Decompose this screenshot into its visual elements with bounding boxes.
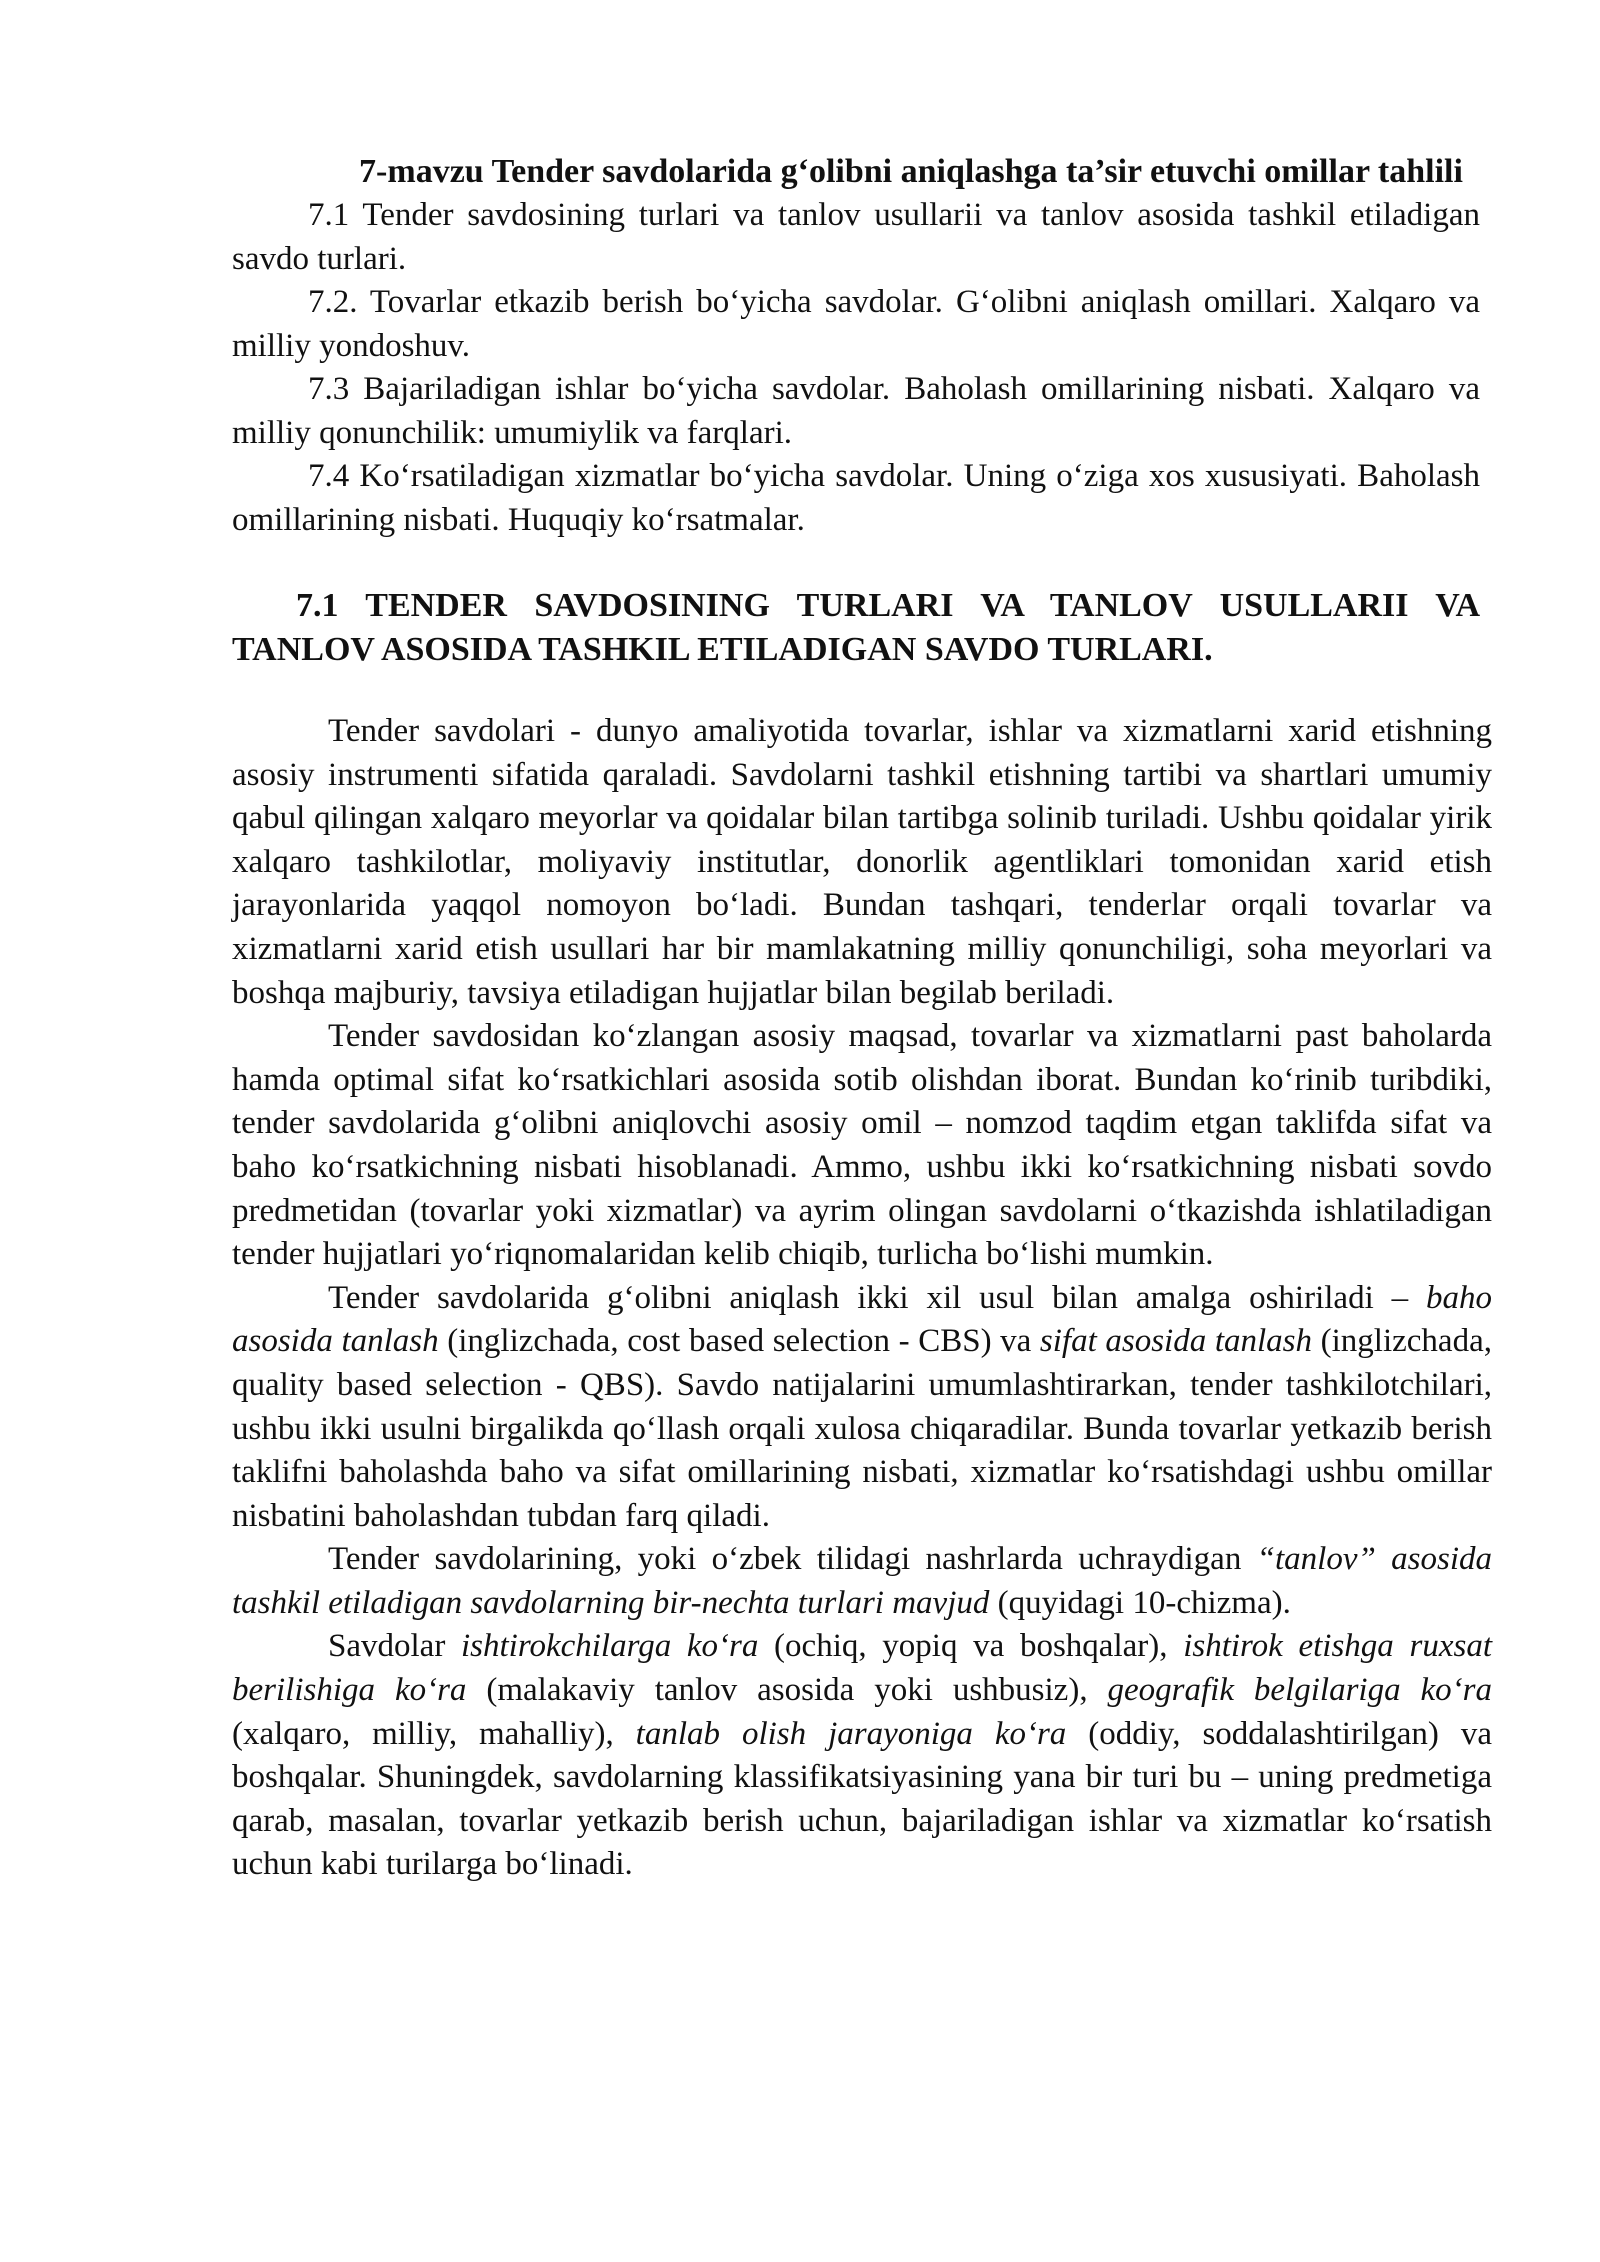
paragraph (232, 1538, 1492, 1625)
italic-term: ishtirokchilarga ko‘ra (461, 1628, 759, 1665)
text-run: (ochiq, yopiq va boshqalar), (758, 1628, 1184, 1665)
page-title: 7-mavzu Tender savdolarida g‘olibni aniqlashga ta’sir etuvchi omillar tahlili (359, 153, 1463, 190)
text-run: (inglizchada, cost based selection - CBS) va (438, 1323, 1040, 1360)
section-body (232, 710, 1492, 1887)
text-run: Tender savdolarining, yoki o‘zbek tilidagi nashrlarda uchraydigan (328, 1541, 1257, 1578)
text-run: (quyidagi 10-chizma). (989, 1584, 1291, 1621)
paragraph (232, 1277, 1492, 1539)
italic-term: “tanlov” asosida tashkil etiladigan savdolarning bir-nechta turlari mavjud (232, 1541, 1492, 1621)
document-page (232, 150, 1492, 1887)
italic-term: sifat asosida tanlash (1039, 1323, 1313, 1360)
text-run: (malakaviy tanlov asosida yoki ushbusiz), (466, 1672, 1108, 1709)
italic-term: geografik belgilariga ko‘ra (1107, 1672, 1492, 1709)
paragraph: Tender savdolari - dunyo amaliyotida tovarlar, ishlar va xizmatlarni xarid etishning asosiy instrumenti sifatida qaraladi. Savdolarni tashkil etishning tartibi va shartlari umumiy qabul qilingan xalqaro meyorlar va qoidalar bilan tartibga solinib turiladi. Ushbu qoidalar yirik xalqaro tashkilotlar, moliyaviy institutlar, donorlik agentliklari tomonidan xarid etish jarayonlarida yaqqol nomoyon bo‘ladi. Bundan tashqari, tenderlar orqali tovarlar va xizmatlarni xarid etish usullari har bir mamlakatning milliy qonunchiligi, soha meyorlari va boshqa majburiy, tavsiya etiladigan hujjatlar bilan begilab beriladi. (232, 713, 1492, 1011)
italic-term: tanlab olish jarayoniga ko‘ra (635, 1715, 1067, 1752)
text-run: (inglizchada, quality based selection - QBS). Savdo natijalarini umumlashtirarkan, tender tashkilotchilari, ushbu ikki usulni birgalikda qo‘llash orqali xulosa chiqaradilar. Bunda tovarlar yetkazib berish taklifni baholashda baho va sifat omillarining nisbati, xizmatlar ko‘rsatishdagi ushbu omillar nisbatini baholashdan tubdan farq qiladi. (232, 1323, 1492, 1534)
text-run: (oddiy, soddalashtirilgan) va boshqalar. Shuningdek, savdolarning klassifikatsiyasining yana bir turi bu – uning predmetiga qarab, masalan, tovarlar yetkazib berish uchun, bajariladigan ishlar va xizmatlar ko‘rsatish uchun kabi turilarga bo‘linadi. (232, 1715, 1492, 1883)
topic-outline (232, 194, 1480, 542)
italic-term: baho asosida tanlash (232, 1279, 1492, 1360)
paragraph: Tender savdosidan ko‘zlangan asosiy maqsad, tovarlar va xizmatlarni past baholarda hamda optimal sifat ko‘rsatkichlari asosida sotib olishdan iborat. Bundan ko‘rinib turibdiki, tender savdolarida g‘olibni aniqlovchi asosiy omil – nomzod taqdim etgan taklifda sifat va baho ko‘rsatkichning nisbati hisoblanadi. Ammo, ushbu ikki ko‘rsatkichning nisbati sovdo predmetidan (tovarlar yoki xizmatlar) va ayrim olingan savdolarni o‘tkazishda ishlatiladigan tender hujjatlari yo‘riqnomalaridan kelib chiqib, turlicha bo‘lishi mumkin. (232, 1018, 1492, 1273)
outline-item: 7.1 Tender savdosining turlari va tanlov usullarii va tanlov asosida tashkil etiladigan savdo turlari. (232, 197, 1480, 277)
italic-term: ishtirok etishga ruxsat berilishiga ko‘ra (232, 1628, 1492, 1709)
text-run: (xalqaro, milliy, mahalliy), (232, 1715, 636, 1752)
paragraph (232, 1625, 1492, 1887)
text-run: Tender savdolarida g‘olibni aniqlash ikki xil usul bilan amalga oshiriladi – (328, 1279, 1426, 1316)
outline-item: 7.4 Ko‘rsatiladigan xizmatlar bo‘yicha savdolar. Uning o‘ziga xos xususiyati. Baholash omillarining nisbati. Huquqiy ko‘rsatmalar. (232, 458, 1480, 538)
outline-item: 7.3 Bajariladigan ishlar bo‘yicha savdolar. Baholash omillarining nisbati. Xalqaro va milliy qonunchilik: umumiylik va farqlari. (232, 371, 1480, 451)
section-heading: 7.1 TENDER SAVDOSINING TURLARI VA TANLOV USULLARII VA TANLOV ASOSIDA TASHKIL ETILADIGAN SAVDO TURLARI. (232, 587, 1480, 668)
outline-item: 7.2. Tovarlar etkazib berish bo‘yicha savdolar. G‘olibni aniqlash omillari. Xalqaro va milliy yondoshuv. (232, 284, 1480, 364)
text-run: Savdolar (328, 1628, 461, 1665)
